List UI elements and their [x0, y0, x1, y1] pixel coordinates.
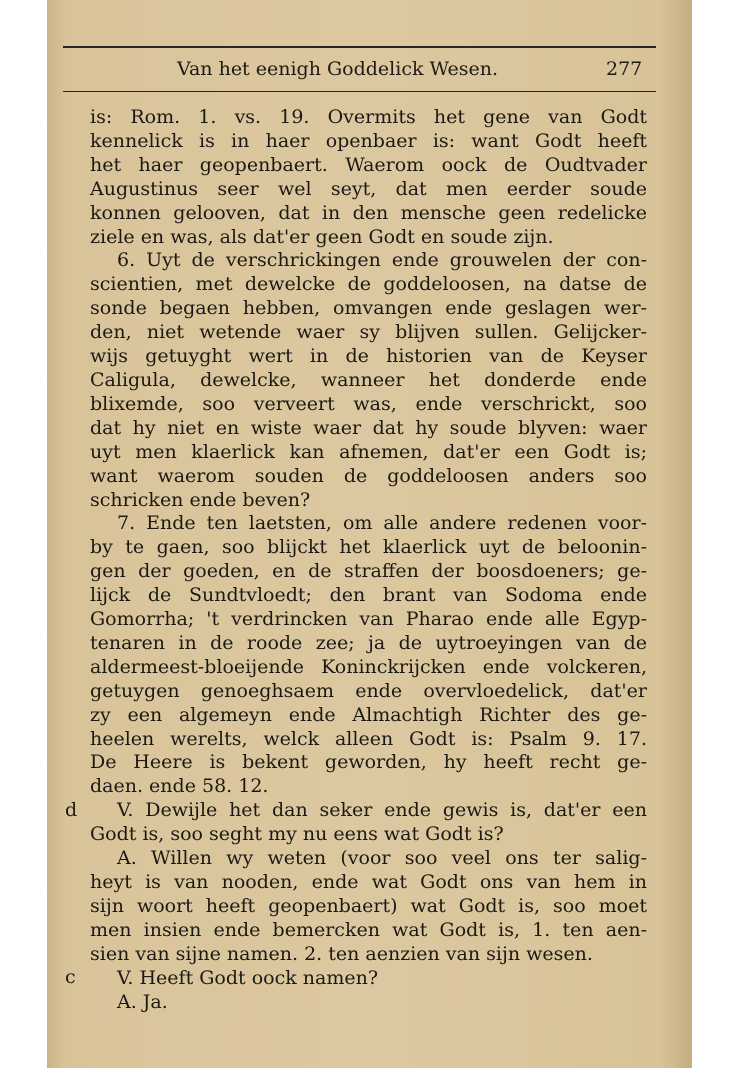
- text-line: men insien ende bemercken wat Godt is, 1. ten aen-: [90, 918, 647, 941]
- text-line: blixemde, soo verveert was, ende verschrickt, soo: [90, 392, 647, 415]
- text-line: het haer geopenbaert. Waerom oock de Oudtvader: [90, 153, 647, 176]
- text-line: 7. Ende ten laetsten, om alle andere redenen voor-: [117, 512, 647, 535]
- text-line: den, niet wetende waer sy blijven sullen. Gelijcker-: [90, 321, 647, 344]
- text-line: zy een algemeyn ende Almachtigh Richter des ge-: [90, 703, 647, 726]
- text-line: getuygen genoeghsaem ende overvloedelick, dat'er: [90, 679, 647, 702]
- text-line: A. Ja.: [117, 990, 168, 1013]
- text-line: lijck de Sundtvloedt; den brant van Sodoma ende: [90, 584, 647, 607]
- text-line: tenaren in de roode zee; ja de uytroeyingen van de: [90, 631, 647, 654]
- text-line: Godt is, soo seght my nu eens wat Godt is?: [90, 823, 504, 846]
- top-rule: [63, 46, 656, 48]
- book-page: [47, 0, 692, 1068]
- text-line: sonde begaen hebben, omvangen ende geslagen wer-: [90, 297, 647, 320]
- header-rule: [63, 91, 656, 92]
- text-line: V. Heeft Godt oock namen?: [117, 966, 379, 989]
- text-line: wijs getuyght wert in de historien van de Keyser: [90, 345, 647, 368]
- text-line: Caligula, dewelcke, wanneer het donderde ende: [90, 368, 647, 391]
- text-line: Gomorrha; 't verdrincken van Pharao ende alle Egyp-: [90, 608, 647, 631]
- text-line: dat hy niet en wiste waer dat hy soude blyven: waer: [90, 416, 647, 439]
- text-line: konnen gelooven, dat in den mensche geen redelicke: [90, 201, 647, 224]
- text-line: daen. ende 58. 12.: [90, 775, 269, 798]
- page-body: [90, 106, 647, 1014]
- text-line: ziele en was, als dat'er geen Godt en soude zijn.: [90, 225, 554, 248]
- text-line: V. Dewijle het dan seker ende gewis is, dat'er een: [117, 799, 647, 822]
- text-line: schricken ende beven?: [90, 488, 311, 511]
- text-line: want waerom souden de goddeloosen anders soo: [90, 464, 647, 487]
- margin-mark-d: d: [65, 799, 78, 821]
- text-line: kennelick is in haer openbaer is: want Godt heeft: [90, 129, 647, 152]
- text-line: is: Rom. 1. vs. 19. Overmits het gene van Godt: [90, 106, 647, 128]
- text-line: gen der goeden, en de straffen der boosdoeners; ge-: [90, 560, 647, 583]
- margin-mark-c: c: [65, 966, 76, 988]
- running-header-title: Van het eenigh Goddelick Wesen.: [177, 58, 499, 80]
- text-line: uyt men klaerlick kan afnemen, dat'er een Godt is;: [90, 440, 647, 463]
- text-line: heelen werelts, welck alleen Godt is: Psalm 9. 17.: [90, 727, 647, 750]
- page-number: 277: [606, 58, 643, 80]
- text-line: by te gaen, soo blijckt het klaerlick uyt de beloonin-: [90, 536, 647, 559]
- text-line: sijn woort heeft geopenbaert) wat Godt is, soo moet: [90, 894, 647, 917]
- text-line: heyt is van nooden, ende wat Godt ons van hem in: [90, 871, 647, 893]
- text-line: 6. Uyt de verschrickingen ende grouwelen der con-: [117, 249, 647, 272]
- text-line: scientien, met dewelcke de goddeloosen, na datse de: [90, 273, 647, 296]
- text-line: Augustinus seer wel seyt, dat men eerder soude: [90, 177, 647, 200]
- text-line: aldermeest-bloeijende Koninckrijcken ende volckeren,: [90, 655, 647, 678]
- text-line: sien van sijne namen. 2. ten aenzien van sijn wesen.: [90, 942, 593, 965]
- text-line: A. Willen wy weten (voor soo veel ons ter salig-: [117, 847, 647, 870]
- text-line: De Heere is bekent geworden, hy heeft recht ge-: [90, 751, 647, 774]
